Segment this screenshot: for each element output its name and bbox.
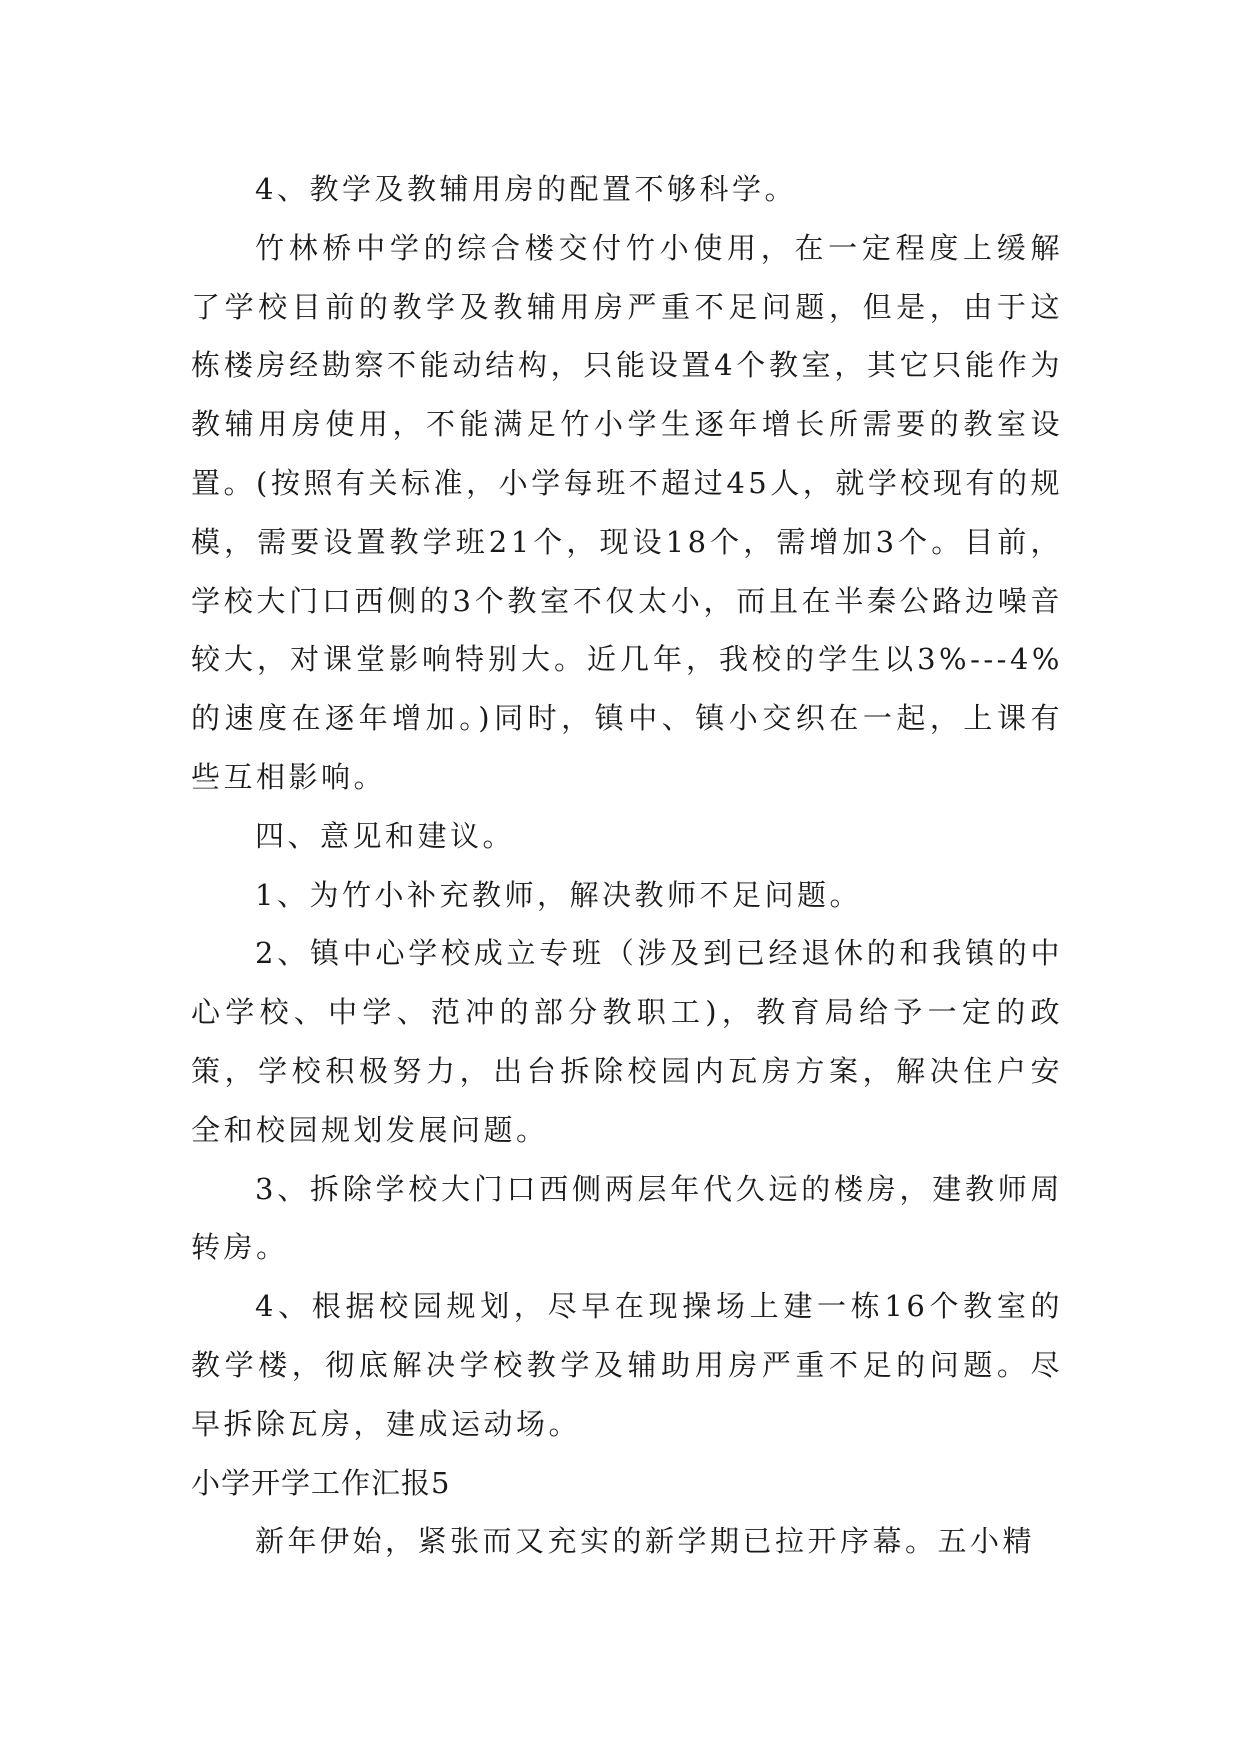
paragraph-section-four-title: 四、意见和建议。 (255, 818, 516, 853)
paragraph-suggestion-1: 1、为竹小补充教师，解决教师不足问题。 (255, 877, 862, 912)
paragraph-building-details: 竹林桥中学的综合楼交付竹小使用，在一定程度上缓解了学校目前的教学及教辅用房严重不足问题，但是，由于这栋楼房经勘察不能动结构，只能设置4个教室，其它只能作为教辅用房使用，不能满足竹小学生逐年增长所需要的教室设置。(按照有关标准，小学每班不超过45人，就学校现有的规模，需要设置教学班21个，现设18个，需增加3个。目前，学校大门口西侧的3个教室不仅太小，而且在半秦公路边噪音较大，对课堂影响特别大。近几年，我校的学生以3%---4%的速度在逐年增加。)同时，镇中、镇小交织在一起，上课有些互相影响。 (191, 230, 1063, 794)
paragraph-item-4-config: 4、教学及教辅用房的配置不够科学。 (255, 172, 797, 206)
section-heading: 小学开学工作汇报5 (191, 1465, 451, 1500)
paragraph-suggestion-3: 3、拆除学校大门口西侧两层年代久远的楼房，建教师周转房。 (191, 1171, 1063, 1265)
paragraph-new-semester: 新年伊始，紧张而又充实的新学期已拉开序幕。五小精 (255, 1524, 1036, 1559)
paragraph-suggestion-4: 4、根据校园规划，尽早在现操场上建一栋16个教室的教学楼，彻底解决学校教学及辅助用房严重不足的问题。尽早拆除瓦房，建成运动场。 (191, 1289, 1063, 1441)
document-body (191, 160, 1063, 1571)
paragraph-suggestion-2: 2、镇中心学校成立专班（涉及到已经退休的和我镇的中心学校、中学、范冲的部分教职工)，教育局给予一定的政策，学校积极努力，出台拆除校园内瓦房方案，解决住户安全和校园规划发展问题。 (191, 936, 1063, 1147)
